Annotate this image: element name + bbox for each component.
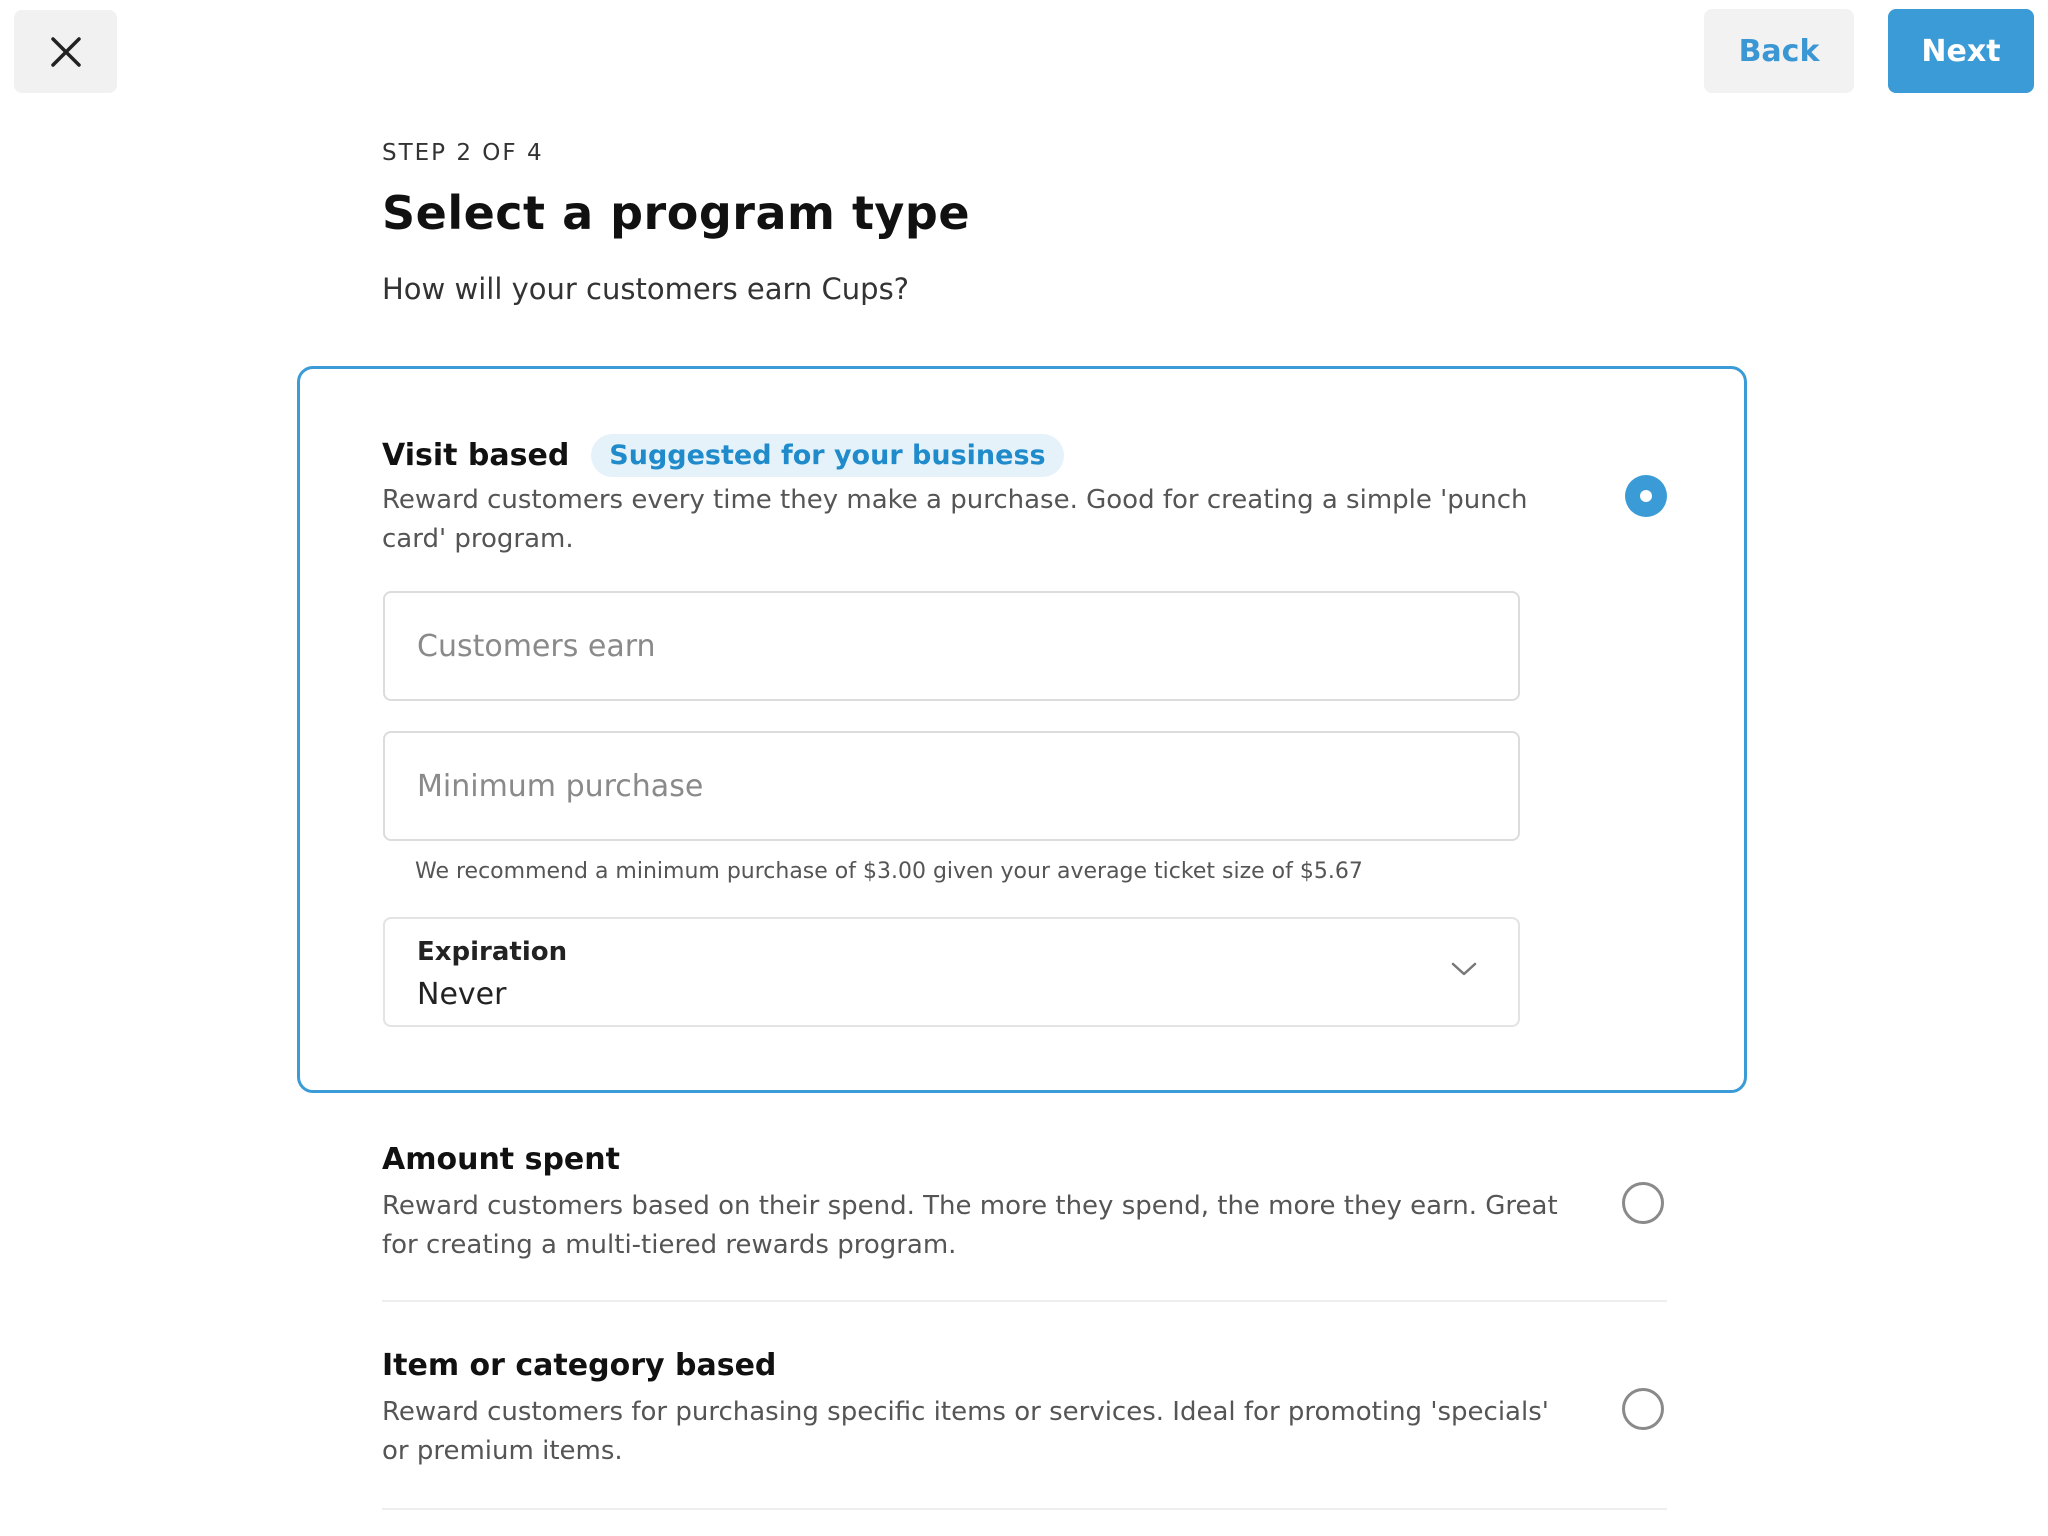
radio-visit-based[interactable] xyxy=(1625,475,1667,517)
option-title-item-category-based: Item or category based xyxy=(382,1348,777,1383)
chevron-down-icon xyxy=(1450,959,1478,979)
option-item-category-based[interactable] xyxy=(382,1348,1667,1471)
radio-amount-spent[interactable] xyxy=(1622,1182,1664,1224)
option-description-visit-based: Reward customers every time they make a purchase. Good for creating a simple 'punch card' program. xyxy=(382,485,1528,554)
expiration-label: Expiration xyxy=(417,937,568,967)
minimum-purchase-input[interactable] xyxy=(383,731,1520,841)
close-icon xyxy=(50,36,82,68)
minimum-purchase-hint: We recommend a minimum purchase of $3.00 given your average ticket size of $5.67 xyxy=(415,859,1363,884)
back-button[interactable]: Back xyxy=(1704,9,1854,93)
option-card-visit-based[interactable] xyxy=(297,366,1747,1093)
suggested-badge: Suggested for your business xyxy=(591,434,1063,477)
customers-earn-input[interactable] xyxy=(383,591,1520,701)
close-button[interactable] xyxy=(14,10,117,93)
radio-item-category-based[interactable] xyxy=(1622,1388,1664,1430)
divider xyxy=(382,1508,1667,1510)
expiration-value: Never xyxy=(417,977,507,1012)
option-title-row xyxy=(382,434,1064,477)
option-description-amount-spent: Reward customers based on their spend. The more they spend, the more they earn. Great for creating a multi-tiered rewards program. xyxy=(382,1191,1558,1260)
page-subtitle: How will your customers earn Cups? xyxy=(382,272,910,306)
option-description-item-category-based: Reward customers for purchasing specific items or services. Ideal for promoting 'specials' or premium items. xyxy=(382,1397,1549,1466)
next-button[interactable]: Next xyxy=(1888,9,2034,93)
option-title-visit-based: Visit based xyxy=(382,438,570,473)
option-title-amount-spent: Amount spent xyxy=(382,1142,620,1177)
expiration-select[interactable] xyxy=(383,917,1520,1027)
page-title: Select a program type xyxy=(382,186,971,240)
step-indicator: STEP 2 OF 4 xyxy=(382,140,544,166)
option-amount-spent[interactable] xyxy=(382,1142,1667,1265)
divider xyxy=(382,1300,1667,1302)
